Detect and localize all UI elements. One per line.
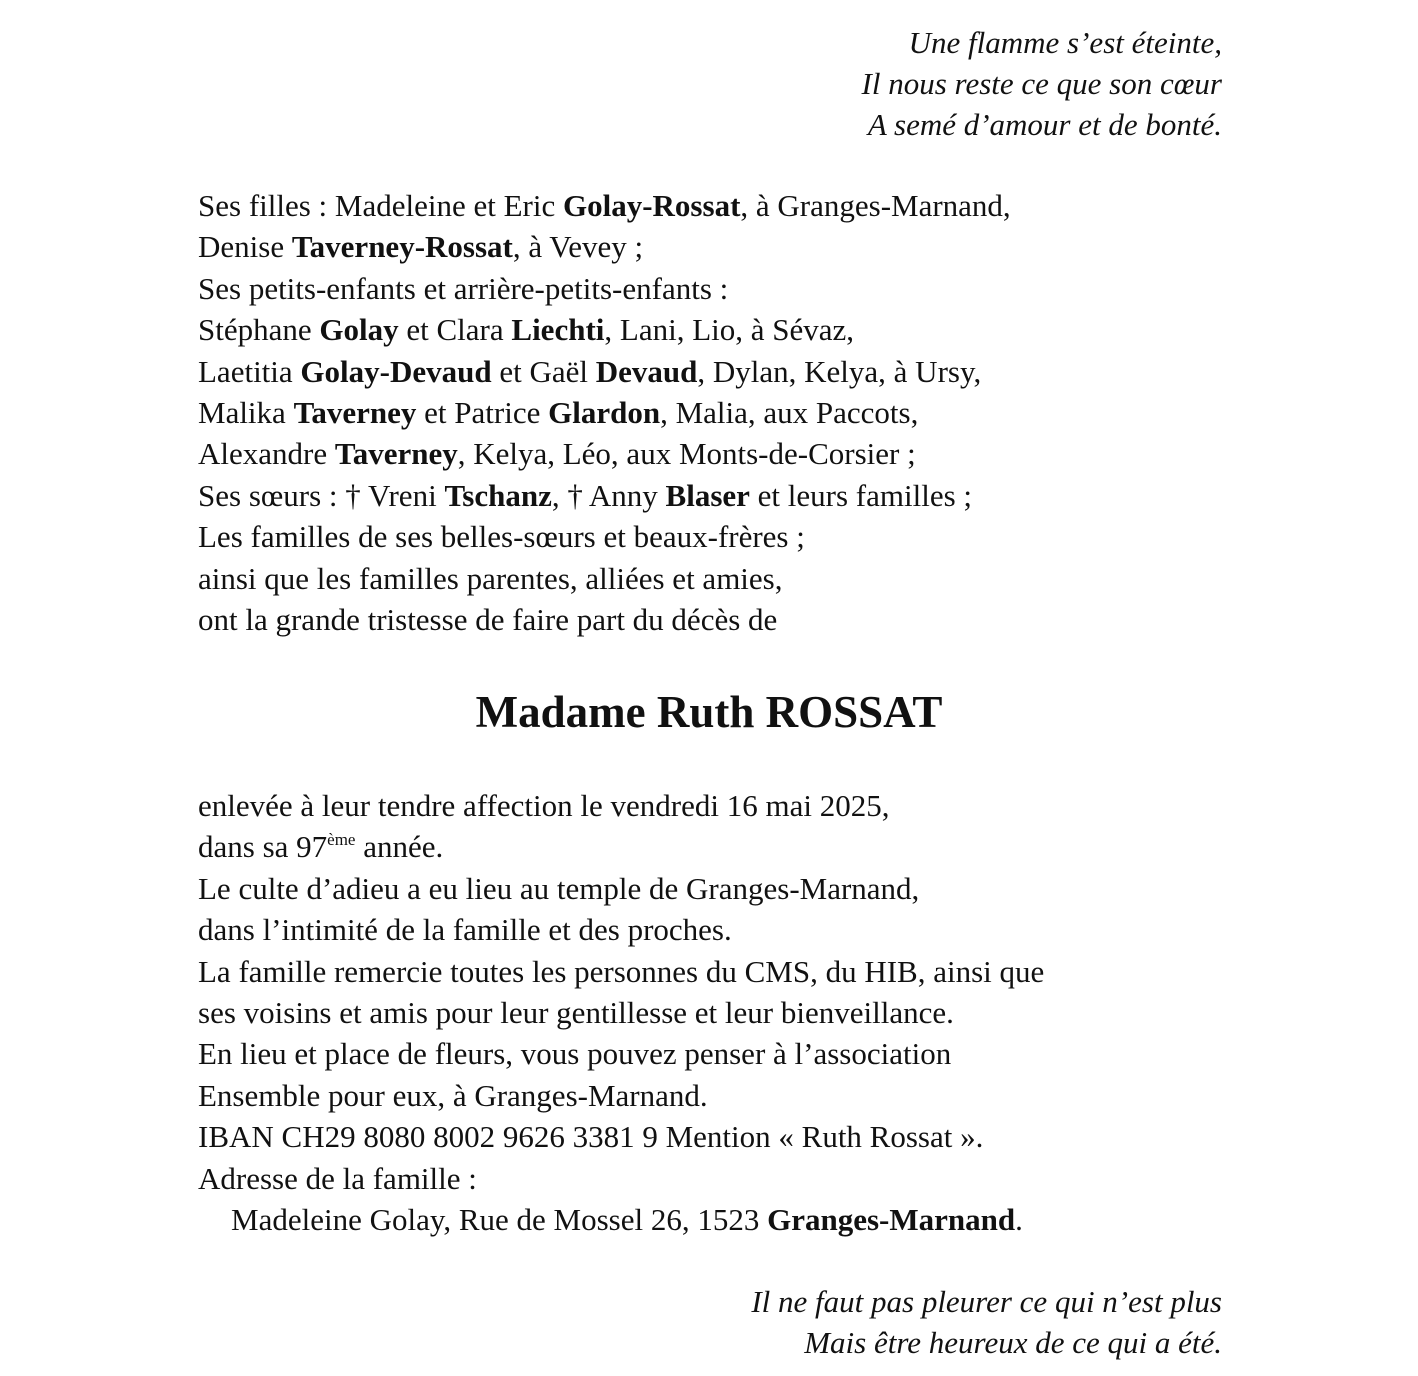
detail-line: La famille remercie toutes les personnes du CMS, du HIB, ainsi que: [198, 953, 1045, 989]
bold-surname: Blaser: [665, 477, 750, 513]
bold-surname: Devaud: [595, 353, 698, 389]
bold-surname: Golay-Devaud: [300, 353, 492, 389]
verse-line: Il nous reste ce que son cœur: [861, 66, 1222, 101]
opening-verse: [862, 22, 1222, 145]
bold-surname: Taverney: [293, 395, 417, 431]
family-line: ont la grande tristesse de faire part du décès de: [198, 602, 778, 638]
family-line: ainsi que les familles parentes, alliées et amies,: [198, 560, 783, 596]
ordinal-suffix: ème: [327, 830, 356, 850]
verse-line: Mais être heureux de ce qui a été.: [804, 1325, 1222, 1360]
family-line: Malika Taverney et Patrice Glardon, Malia, aux Paccots,: [198, 395, 919, 431]
detail-line: IBAN CH29 8080 8002 9626 3381 9 Mention « Ruth Rossat ».: [198, 1119, 984, 1155]
detail-line: Ensemble pour eux, à Granges-Marnand.: [198, 1077, 708, 1113]
deceased-name: Madame Ruth ROSSAT: [475, 687, 943, 737]
bold-surname: Liechti: [511, 312, 605, 348]
verse-line: Une flamme s’est éteinte,: [908, 25, 1222, 60]
family-announcement: [198, 185, 1011, 640]
family-line: Denise Taverney-Rossat, à Vevey ;: [198, 229, 644, 265]
detail-line: Adresse de la famille :: [198, 1160, 477, 1196]
bold-surname: Golay-Rossat: [563, 188, 741, 223]
bold-surname: Golay: [319, 312, 399, 348]
family-line: Les familles de ses belles-sœurs et beaux-frères ;: [198, 519, 805, 555]
family-line: Alexandre Taverney, Kelya, Léo, aux Monts-de-Corsier ;: [198, 436, 916, 472]
bold-surname: Granges-Marnand: [767, 1202, 1016, 1238]
verse-line: A semé d’amour et de bonté.: [867, 107, 1222, 142]
closing-verse: [751, 1281, 1222, 1363]
bold-surname: Glardon: [548, 395, 661, 431]
detail-line: enlevée à leur tendre affection le vendredi 16 mai 2025,: [198, 788, 890, 823]
detail-line: dans sa 97ème année.: [198, 829, 444, 865]
obituary-details: [198, 785, 1044, 1240]
detail-line: dans l’intimité de la famille et des proches.: [198, 912, 732, 948]
detail-line: ses voisins et amis pour leur gentillesse et leur bienveillance.: [198, 995, 954, 1031]
bold-surname: Taverney: [334, 436, 458, 472]
detail-line: Le culte d’adieu a eu lieu au temple de Granges-Marnand,: [198, 870, 920, 906]
family-line: Ses filles : Madeleine et Eric Golay-Rossat, à Granges-Marnand,: [198, 188, 1011, 223]
verse-line: Il ne faut pas pleurer ce qui n’est plus: [751, 1284, 1222, 1319]
family-line: Ses sœurs : † Vreni Tschanz, † Anny Blaser et leurs familles ;: [198, 477, 973, 513]
family-address: Madeleine Golay, Rue de Mossel 26, 1523 Granges-Marnand.: [231, 1202, 1023, 1238]
family-line: Stéphane Golay et Clara Liechti, Lani, Lio, à Sévaz,: [198, 312, 855, 348]
bold-surname: Tschanz: [444, 477, 552, 513]
bold-surname: Taverney-Rossat: [291, 229, 513, 265]
detail-line: En lieu et place de fleurs, vous pouvez penser à l’association: [198, 1036, 952, 1072]
family-line: Laetitia Golay-Devaud et Gaël Devaud, Dylan, Kelya, à Ursy,: [198, 353, 982, 389]
family-line: Ses petits-enfants et arrière-petits-enfants :: [198, 270, 729, 306]
